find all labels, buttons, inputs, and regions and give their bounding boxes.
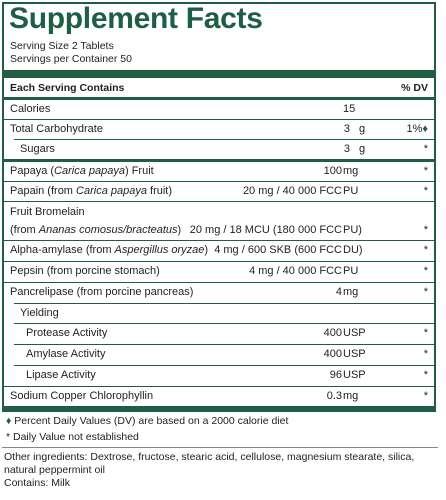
activity-row-lipase [4,366,434,384]
diamond-icon: ♦ [6,415,12,427]
ingredient-name [10,203,181,239]
nutrient-dv: * [423,143,428,155]
activity-row-amylase [4,345,434,363]
nutrient-row-carbohydrate [4,120,434,138]
nutrient-unit: g [359,123,366,135]
ingredient-row-pepsin [4,262,434,280]
ingredient-unit: PU) [343,224,362,236]
thick-divider [4,70,434,78]
header-label: Each Serving Contains [10,82,125,94]
yielding-row [4,304,434,322]
ingredient-unit: PU [343,185,359,197]
footnote-not-established: * Daily Value not established [6,431,139,443]
header-row [4,79,434,97]
ingredient-dv: * [423,390,428,402]
nutrient-dv [406,120,428,138]
yielding-label: Yielding [20,307,59,319]
ingredient-name [10,162,154,180]
servings-per-container: Servings per Container 50 [10,53,132,65]
ingredient-row-papaya [4,162,434,180]
ingredient-amount: 4 [335,286,342,298]
latin-name: Carica papaya [54,165,125,177]
nutrient-name: Sugars [20,143,55,155]
ingredient-unit: DU) [343,244,363,256]
activity-amount: 400 [323,348,342,360]
dv-value: 1% [406,123,423,135]
nutrient-name: Total Carbohydrate [10,123,103,135]
other-ingredients [4,451,440,490]
ingredient-name: Pepsin (from porcine stomach) [10,265,160,277]
activity-unit: USP [343,348,366,360]
footnote-percent-dv [6,414,288,428]
name-part: fruit) [146,185,173,197]
thick-divider-bottom [4,406,434,410]
ingredient-amount: 100 [323,165,342,177]
ingredient-name [10,182,172,200]
supplement-facts-panel [2,2,436,412]
divider [4,201,434,202]
activity-name: Protease Activity [26,327,108,339]
ingredient-row-alpha-amylase [4,241,434,259]
ingredient-row-chlorophyllin [4,387,434,405]
ingredient-amount: 20 mg / 40 000 FCC [242,185,342,197]
panel-title: Supplement Facts [9,2,263,35]
nutrient-amount: 3 [343,123,350,135]
activity-dv: * [423,369,428,381]
ingredient-amount: 4 mg / 600 SKB (600 FCC [214,244,342,256]
latin-name: Aspergillus oryzae [114,244,205,256]
nutrient-name: Calories [10,103,51,115]
activity-dv: * [423,348,428,360]
other-ingredients-text: Other ingredients: Dextrose, fructose, stearic acid, cellulose, magnesium stearate, silica, natural peppermint oil [4,451,415,476]
name-part: ) [177,224,182,236]
footnote-text: Percent Daily Values (DV) are based on a 2000 calorie diet [14,415,289,427]
latin-name: Ananas comosus/bracteatus [38,224,178,236]
name-part: ) Fruit [124,165,154,177]
ingredient-dv: * [423,265,428,277]
name-part: (from [10,224,39,236]
ingredient-dv: * [423,286,428,298]
ingredient-unit: PU [343,265,359,277]
ingredient-dv: * [423,185,428,197]
nutrient-row-calories [4,100,434,118]
ingredient-dv: * [423,224,428,236]
ingredient-unit: mg [343,286,359,298]
diamond-icon: ♦ [422,123,428,135]
ingredient-dv: * [423,244,428,256]
nutrient-amount: 3 [343,143,350,155]
ingredient-row-bromelain [4,203,434,239]
activity-dv: * [423,327,428,339]
ingredient-amount: 20 mg / 18 MCU (180 000 FCC [189,224,342,236]
name-part: Papaya ( [10,165,55,177]
ingredient-unit: mg [343,390,359,402]
header-dv: % DV [401,82,428,94]
serving-size: Serving Size 2 Tablets [10,40,114,52]
activity-amount: 96 [329,369,342,381]
activity-unit: USP [343,369,366,381]
activity-amount: 400 [323,327,342,339]
allergen-statement: Contains: Milk [4,477,70,489]
name-part: Alpha-amylase (from [10,244,115,256]
ingredient-row-pancrelipase [4,283,434,301]
nutrient-amount: 15 [343,103,356,115]
ingredient-amount: 0.3 [326,390,342,402]
ingredient-name [10,241,208,259]
name-part: ) [204,244,209,256]
activity-name: Amylase Activity [26,348,106,360]
name-line [10,221,181,239]
ingredient-row-papain [4,182,434,200]
nutrient-row-sugars [4,140,434,158]
latin-name: Carica papaya [76,185,147,197]
ingredient-amount: 4 mg / 40 000 FCC [249,265,342,277]
name-part: Papain (from [10,185,77,197]
nutrient-unit: g [359,143,366,155]
ingredient-name: Sodium Copper Chlorophyllin [10,390,154,402]
ingredient-dv: * [423,165,428,177]
activity-name: Lipase Activity [26,369,96,381]
ingredient-name: Pancrelipase (from porcine pancreas) [10,286,194,298]
activity-row-protease [4,324,434,342]
ingredient-unit: mg [343,165,359,177]
name-line: Fruit Bromelain [10,206,85,218]
activity-unit: USP [343,327,366,339]
divider [2,447,438,448]
